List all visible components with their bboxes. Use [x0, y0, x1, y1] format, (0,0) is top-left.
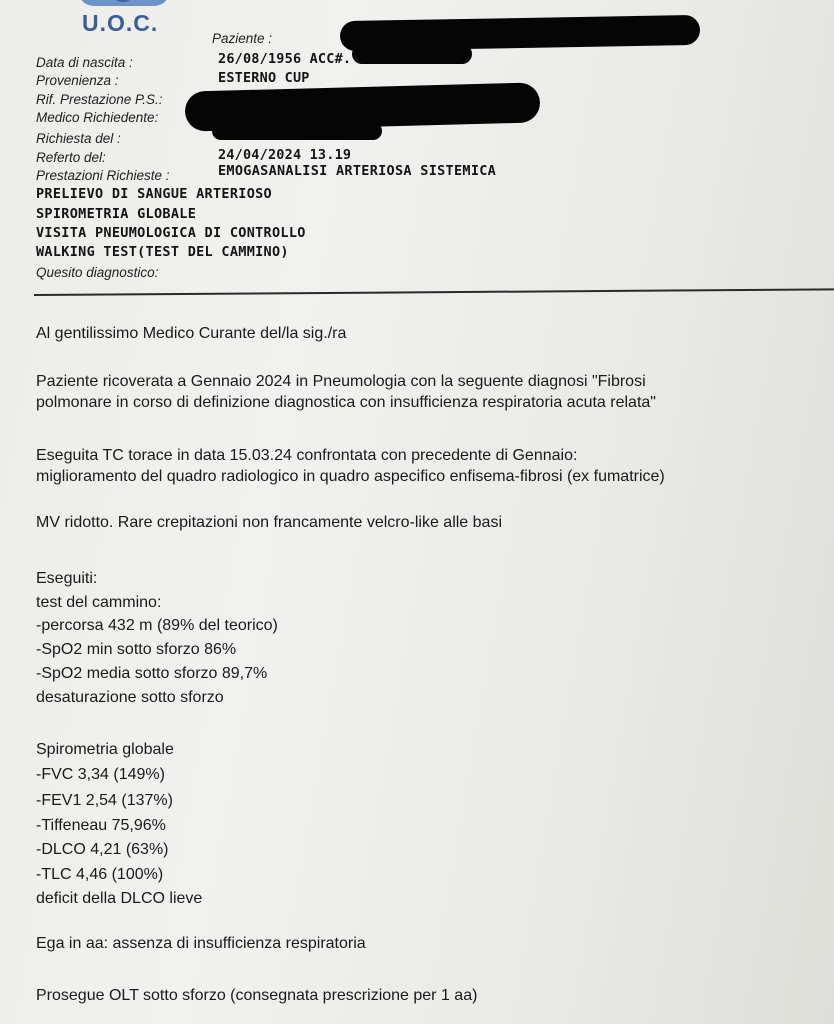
medico-richiedente-label: Medico Richiedente:	[36, 110, 159, 125]
data-nascita-value: 26/08/1956 ACC#.	[218, 51, 352, 67]
spirometria-line: -FEV1 2,54 (137%)	[36, 792, 173, 809]
eseguiti-line: -SpO2 media sotto sforzo 89,7%	[36, 665, 268, 682]
quesito-label: Quesito diagnostico:	[36, 265, 159, 280]
redaction-acc	[352, 44, 472, 64]
spirometria-heading: Spirometria globale	[36, 741, 174, 758]
referto-value: 24/04/2024 13.19	[218, 147, 352, 163]
spirometria-line: -Tiffeneau 75,96%	[36, 817, 166, 834]
data-nascita-label: Data di nascita :	[36, 55, 133, 70]
prestazione-item: PRELIEVO DI SANGUE ARTERIOSO	[36, 186, 272, 202]
spirometria-line: -TLC 4,46 (100%)	[36, 866, 164, 883]
provenienza-value: ESTERNO CUP	[218, 70, 310, 86]
header-divider	[34, 288, 834, 296]
provenienza-label: Provenienza :	[36, 73, 119, 88]
spirometria-line: deficit della DLCO lieve	[36, 890, 203, 907]
olt-text: Prosegue OLT sotto sforzo (consegnata prescrizione per 1 aa)	[36, 987, 478, 1004]
spirometria-line: -FVC 3,34 (149%)	[36, 766, 165, 783]
eseguiti-heading: Eseguiti:	[36, 570, 98, 587]
prestazione-item: VISITA PNEUMOLOGICA DI CONTROLLO	[36, 225, 306, 241]
diagnosis-line-1: Paziente ricoverata a Gennaio 2024 in Pneumologia con la seguente diagnosi "Fibrosi	[36, 373, 646, 390]
eseguiti-line: desaturazione sotto sforzo	[36, 689, 224, 706]
eseguiti-line: test del cammino:	[36, 594, 162, 611]
prestazione-item: WALKING TEST(TEST DEL CAMMINO)	[36, 244, 289, 260]
hospital-logo	[70, 0, 180, 42]
diagnosis-line-2: polmonare in corso di definizione diagnostica con insufficienza respiratoria acuta relata"	[36, 394, 656, 411]
richiesta-label: Richiesta del :	[36, 131, 121, 146]
eseguiti-line: -percorsa 432 m (89% del teorico)	[36, 617, 278, 634]
logo-text: U.O.C.	[82, 10, 159, 36]
ega-text: Ega in aa: assenza di insufficienza respiratoria	[36, 935, 366, 952]
prestazione-item: EMOGASANALISI ARTERIOSA SISTEMICA	[218, 163, 497, 179]
spirometria-line: -DLCO 4,21 (63%)	[36, 841, 169, 858]
redaction-richiesta	[212, 122, 382, 140]
eseguiti-line: -SpO2 min sotto sforzo 86%	[36, 641, 237, 658]
referto-label: Referto del:	[36, 150, 106, 165]
tc-line-1: Eseguita TC torace in data 15.03.24 confrontata con precedente di Gennaio:	[36, 447, 578, 464]
tc-line-2: miglioramento del quadro radiologico in quadro aspecifico enfisema-fibrosi (ex fumatrice)	[36, 468, 665, 485]
greeting-text: Al gentilissimo Medico Curante del/la sig./ra	[36, 325, 347, 342]
prestazione-item: SPIROMETRIA GLOBALE	[36, 206, 197, 222]
prestazioni-label: Prestazioni Richieste :	[36, 168, 170, 183]
mv-text: MV ridotto. Rare crepitazioni non francamente velcro-like alle basi	[36, 514, 502, 531]
paziente-label: Paziente :	[212, 31, 273, 46]
rif-prestazione-label: Rif. Prestazione P.S.:	[36, 92, 163, 107]
logo-mark-icon	[78, 0, 170, 6]
